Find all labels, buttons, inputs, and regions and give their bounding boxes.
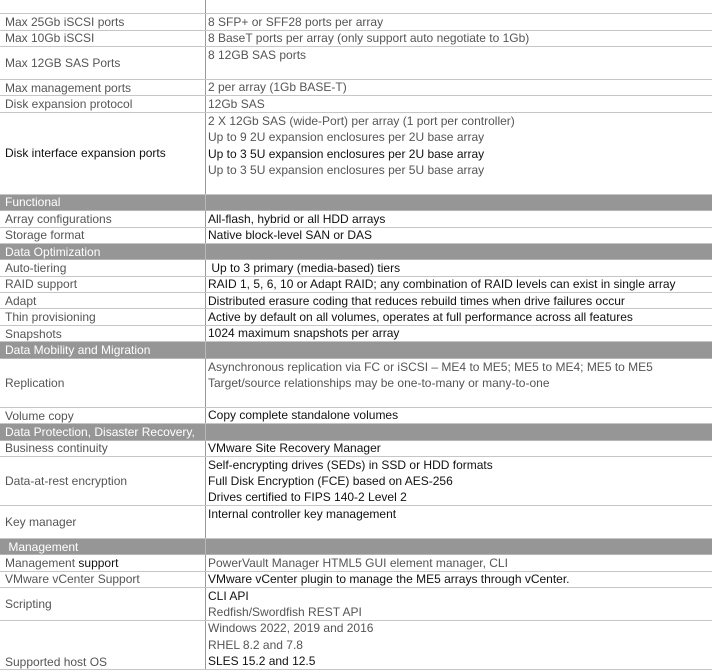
row-label: Supported host OS (0, 621, 206, 669)
row-value (206, 14, 712, 29)
row-label: Max 25Gb iSCSI ports (0, 14, 206, 29)
row-value (206, 80, 712, 95)
value-line: Drives certified to FIPS 140-2 Level 2 (208, 490, 407, 505)
row-label: Data-at-rest encryption (0, 457, 206, 505)
value-line: VMware vCenter plugin to manage the ME5 arrays through vCenter. (208, 572, 570, 587)
row-label: Thin provisioning (0, 309, 206, 324)
table-row (0, 113, 712, 195)
row-label: Array configurations (0, 211, 206, 226)
section-title: Data Protection, Disaster Recovery, (0, 424, 206, 439)
table-row (0, 47, 712, 80)
row-label: Disk interface expansion ports (0, 113, 206, 194)
value-line (208, 391, 712, 406)
row-value (206, 342, 712, 357)
value-line: All-flash, hybrid or all HDD arrays (208, 211, 386, 226)
table-row (0, 31, 712, 47)
row-label: Key manager (0, 506, 206, 538)
value-line: Asynchronous replication via FC or iSCSI – ME4 to ME5; ME5 to ME4; ME5 to ME5 (208, 359, 653, 374)
value-line: RHEL 8.2 and 7.8 (208, 637, 303, 652)
row-label: Volume copy (0, 408, 206, 423)
section-header-row (0, 195, 712, 211)
section-header-row (0, 539, 712, 555)
table-row (0, 457, 712, 506)
row-value (206, 96, 712, 111)
table-row (0, 555, 712, 571)
value-line: Windows 2022, 2019 and 2016 (208, 621, 374, 636)
table-row (0, 260, 712, 276)
row-value (206, 195, 712, 210)
table-row (0, 441, 712, 457)
section-title: Data Optimization (0, 244, 206, 259)
value-line: 8 12GB SAS ports (208, 48, 307, 63)
row-value (206, 588, 712, 620)
row-value (206, 309, 712, 324)
value-line: RAID 1, 5, 6, 10 or Adapt RAID; any combination of RAID levels can exist in single array (208, 277, 676, 292)
row-label: Adapt (0, 293, 206, 308)
row-value (206, 441, 712, 456)
row-label: Max 12GB SAS Ports (0, 47, 206, 79)
row-label: Disk expansion protocol (0, 96, 206, 111)
value-line: 1024 maximum snapshots per array (208, 326, 400, 341)
value-line: Full Disk Encryption (FCE) based on AES-256 (208, 473, 453, 488)
value-line: PowerVault Manager HTML5 GUI element manager, CLI (208, 555, 508, 570)
table-row (0, 588, 712, 621)
table-row (0, 80, 712, 96)
row-label: Business continuity (0, 441, 206, 456)
row-label (0, 555, 206, 570)
row-value (206, 359, 712, 407)
value-line: Up to 3 primary (media-based) tiers (208, 260, 401, 275)
table-row (0, 211, 712, 227)
value-line: SLES 15.2 and 12.5 (208, 654, 316, 669)
value-line: Internal controller key management (208, 507, 397, 522)
row-label: Storage format (0, 228, 206, 243)
section-header-row (0, 424, 712, 440)
row-label: RAID support (0, 277, 206, 292)
value-line: CLI API (208, 588, 249, 603)
value-line (208, 64, 712, 79)
table-row (0, 359, 712, 408)
row-value (206, 621, 712, 669)
value-line: 12Gb SAS (208, 96, 265, 111)
table-row (0, 506, 712, 539)
row-label: Snapshots (0, 326, 206, 341)
table-row (0, 277, 712, 293)
row-label: Auto-tiering (0, 260, 206, 275)
row-value (206, 47, 712, 79)
row-value (206, 572, 712, 587)
row-value (206, 326, 712, 341)
value-line: Self-encrypting drives (SEDs) in SSD or HDD formats (208, 457, 493, 472)
value-line: Up to 9 2U expansion enclosures per 2U base array (208, 130, 485, 145)
row-value (206, 244, 712, 259)
row-label-part: Management (5, 556, 79, 571)
section-title: Functional (0, 195, 206, 210)
value-line: Native block-level SAN or DAS (208, 228, 373, 243)
row-value (206, 0, 712, 13)
table-row (0, 293, 712, 309)
value-line: Distributed erasure coding that reduces rebuild times when drive failures occur (208, 293, 625, 308)
value-line: Active by default on all volumes, operates at full performance across all features (208, 309, 633, 324)
row-value (206, 260, 712, 275)
value-line: Copy complete standalone volumes (208, 408, 399, 423)
value-line (208, 523, 712, 538)
value-line: Redfish/Swordfish REST API (208, 605, 362, 620)
table-row (0, 408, 712, 424)
row-label-part: support (78, 556, 119, 571)
value-line: Up to 3 5U expansion enclosures per 2U base array (208, 146, 485, 161)
value-line: Up to 3 5U expansion enclosures per 5U base array (208, 162, 485, 177)
table-row (0, 14, 712, 30)
section-header-row (0, 342, 712, 358)
table-row (0, 96, 712, 112)
section-header-row (0, 244, 712, 260)
row-label: Scripting (0, 588, 206, 620)
row-label: Replication (0, 359, 206, 407)
table-row (0, 0, 712, 14)
value-line: 8 SFP+ or SFF28 ports per array (208, 14, 384, 29)
table-row (0, 572, 712, 588)
value-line: Target/source relationships may be one-to-many or many-to-one (208, 376, 550, 391)
table-row (0, 326, 712, 342)
section-title: Management (0, 539, 206, 554)
value-line: 2 X 12Gb SAS (wide-Port) per array (1 port per controller) (208, 113, 515, 128)
row-value (206, 424, 712, 439)
row-label: Max 10Gb iSCSI (0, 31, 206, 46)
row-value (206, 408, 712, 423)
table-row (0, 228, 712, 244)
row-value (206, 293, 712, 308)
row-value (206, 555, 712, 570)
row-label: Max management ports (0, 80, 206, 95)
row-value (206, 539, 712, 554)
row-value (206, 506, 712, 538)
value-line: 8 BaseT ports per array (only support auto negotiate to 1Gb) (208, 31, 530, 46)
value-line (208, 178, 712, 193)
row-value (206, 31, 712, 46)
row-label (0, 0, 206, 13)
section-title: Data Mobility and Migration (0, 342, 206, 357)
row-value (206, 277, 712, 292)
value-line (208, 0, 712, 13)
row-value (206, 113, 712, 194)
row-value (206, 211, 712, 226)
value-line: 2 per array (1Gb BASE-T) (208, 80, 347, 95)
value-line: VMware Site Recovery Manager (208, 441, 381, 456)
row-value (206, 457, 712, 505)
row-label: VMware vCenter Support (0, 572, 206, 587)
table-row (0, 309, 712, 325)
row-value (206, 228, 712, 243)
